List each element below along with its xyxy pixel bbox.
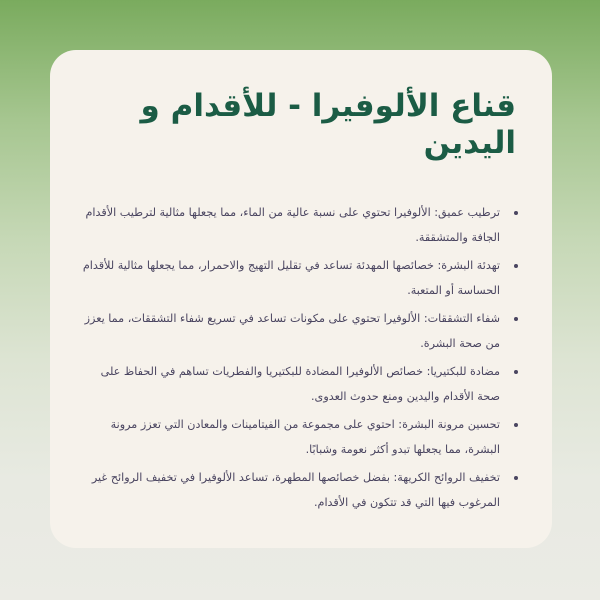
list-item [80, 306, 522, 356]
list-item [80, 465, 522, 515]
content-card [50, 50, 552, 548]
bullet-icon [514, 211, 518, 215]
list-item [80, 359, 522, 409]
list-item-text: تهدئة البشرة: خصائصها المهدئة تساعد في تقليل التهيج والاحمرار، مما يجعلها مثالية للأقدام الحساسة أو المتعبة. [82, 259, 500, 298]
bullet-icon [514, 370, 518, 374]
list-item [80, 200, 522, 250]
list-item-text: ترطيب عميق: الألوفيرا تحتوي على نسبة عالية من الماء، مما يجعلها مثالية لترطيب الأقدام الجافة والمتشققة. [85, 206, 500, 245]
list-item-text: تحسين مرونة البشرة: احتوي على مجموعة من الفيتامينات والمعادن التي تعزز مرونة البشرة، مما يجعلها تبدو أكثر نعومة وشبابًا. [110, 418, 500, 457]
list-item-text: مضادة للبكتيريا: خصائص الألوفيرا المضادة للبكتيريا والفطريات تساهم في الحفاظ على صحة الأقدام واليدين ومنع حدوث العدوى. [100, 365, 500, 404]
list-item [80, 253, 522, 303]
bullet-icon [514, 317, 518, 321]
list-item [80, 412, 522, 462]
benefits-list [80, 200, 522, 515]
page-title: قناع الألوفيرا - للأقدام و اليدين [140, 88, 516, 162]
bullet-icon [514, 423, 518, 427]
bullet-icon [514, 264, 518, 268]
list-item-text: تخفيف الروائح الكريهة: بفضل خصائصها المطهرة، تساعد الألوفيرا في تخفيف الروائح غير المرغوب فيها التي قد تتكون في الأقدام. [91, 471, 500, 510]
list-item-text: شفاء التشققات: الألوفيرا تحتوي على مكونات تساعد في تسريع شفاء التشققات، مما يعزز من صحة البشرة. [84, 312, 500, 351]
bullet-icon [514, 476, 518, 480]
